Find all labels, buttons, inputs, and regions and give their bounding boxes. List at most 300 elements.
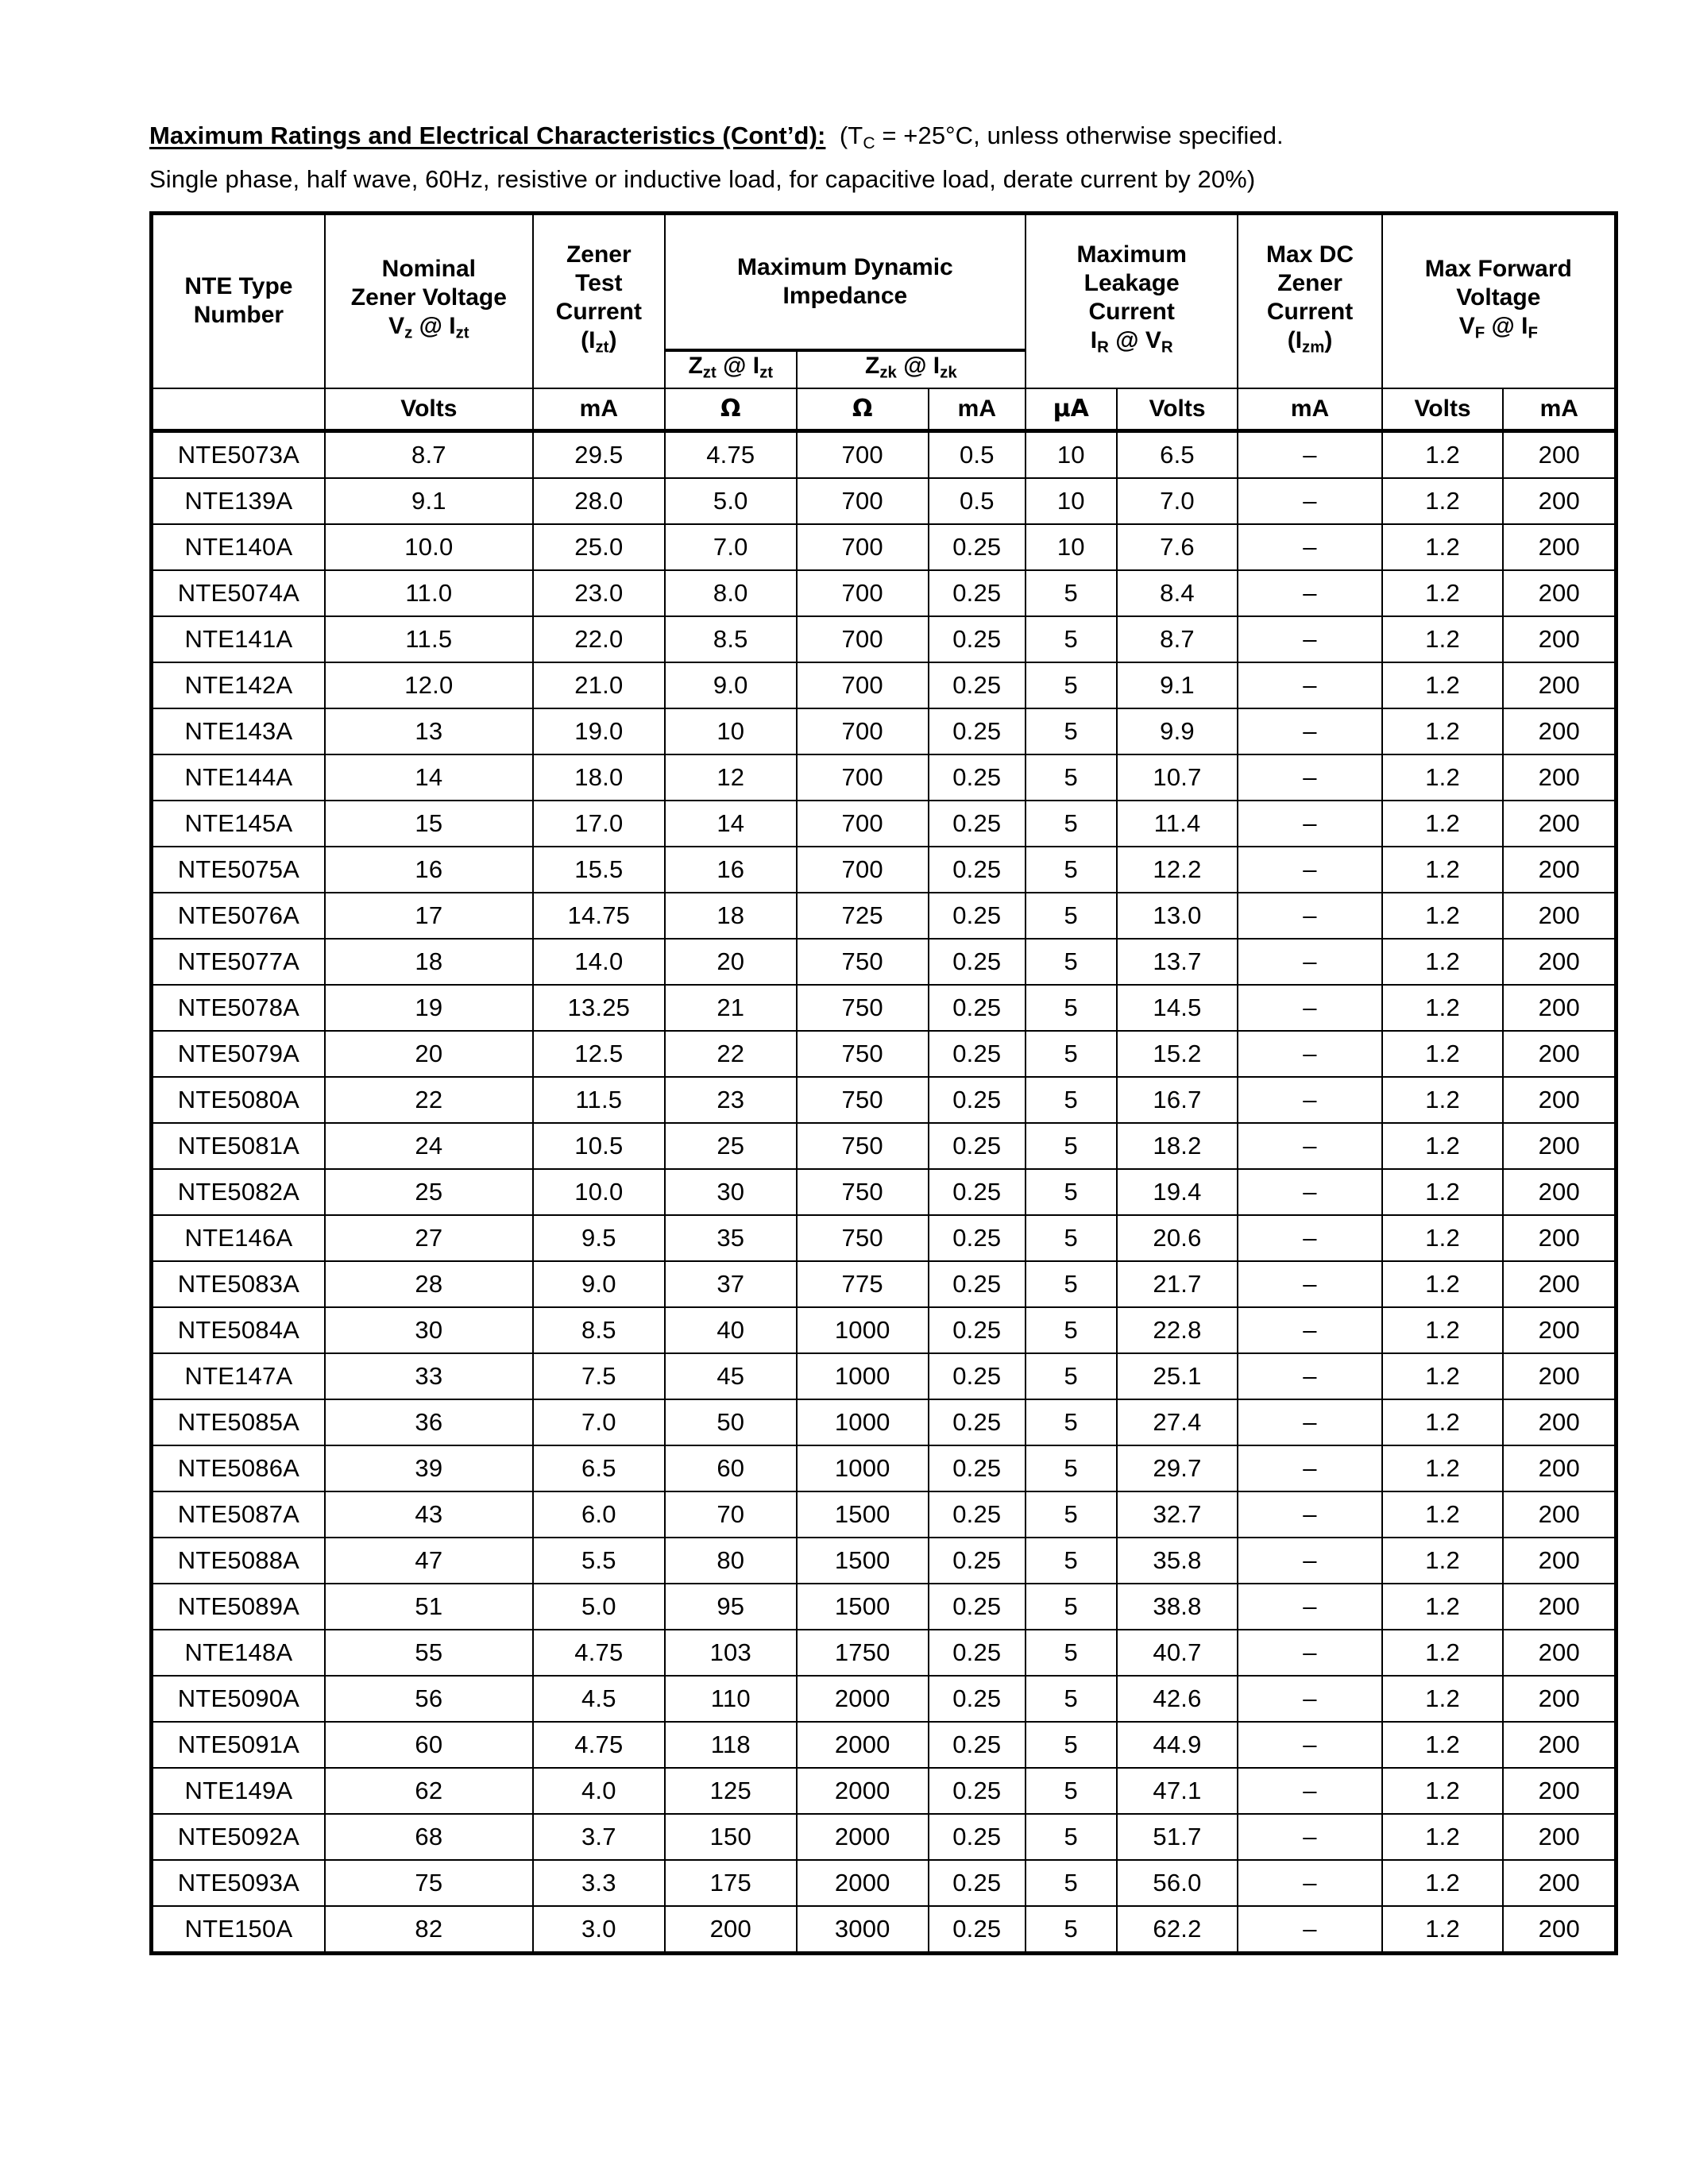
cell-vf: 1.2 [1382,1722,1504,1768]
cell-ir: 5 [1026,1307,1117,1353]
unit-izt: mA [533,388,665,431]
cell-izk: 0.25 [929,1261,1026,1307]
cell-izm: – [1238,1768,1381,1814]
cell-izm: – [1238,1123,1381,1169]
cell-vf: 1.2 [1382,570,1504,616]
cell-izk: 0.25 [929,524,1026,570]
cell-vr: 12.2 [1117,847,1238,893]
cell-type: NTE5086A [152,1445,325,1491]
cell-vr: 32.7 [1117,1491,1238,1538]
cell-izt: 3.3 [533,1860,665,1906]
cell-zzt: 95 [665,1584,797,1630]
cell-vr: 56.0 [1117,1860,1238,1906]
cell-zzk: 1750 [797,1630,929,1676]
cell-izk: 0.25 [929,985,1026,1031]
cell-vr: 13.7 [1117,939,1238,985]
cell-izm: – [1238,1676,1381,1722]
cell-izk: 0.25 [929,1584,1026,1630]
cell-izm: – [1238,1860,1381,1906]
header-units-row [152,388,1617,431]
cell-izk: 0.25 [929,1123,1026,1169]
cell-izm: – [1238,524,1381,570]
cell-zzt: 18 [665,893,797,939]
cell-izk: 0.25 [929,893,1026,939]
table-row [152,1215,1617,1261]
mlc-line2: Leakage [1083,269,1180,296]
zzk-i-sub: zk [940,364,957,382]
ztc-open: (I [581,326,596,353]
col-header-zzt-at-izt [665,350,797,388]
cell-ir: 5 [1026,1676,1117,1722]
col-header-zener-test-current [533,213,665,388]
cell-izk: 0.25 [929,1814,1026,1860]
cell-izt: 5.0 [533,1584,665,1630]
cell-vf: 1.2 [1382,1353,1504,1399]
cell-ir: 5 [1026,1491,1117,1538]
cell-izt: 9.0 [533,1261,665,1307]
cell-vf: 1.2 [1382,1584,1504,1630]
cell-vr: 8.4 [1117,570,1238,616]
cell-zzk: 700 [797,570,929,616]
cell-izt: 14.0 [533,939,665,985]
cell-if: 200 [1503,1722,1616,1768]
cell-vr: 8.7 [1117,616,1238,662]
cell-if: 200 [1503,524,1616,570]
cell-izm: – [1238,1722,1381,1768]
zzt-at: @ [716,352,753,379]
cell-izm: – [1238,985,1381,1031]
cell-if: 200 [1503,1169,1616,1215]
unit-vz: Volts [325,388,533,431]
cell-izm: – [1238,1491,1381,1538]
cell-type: NTE5075A [152,847,325,893]
table-row [152,1077,1617,1123]
table-row [152,1445,1617,1491]
cell-ir: 5 [1026,893,1117,939]
cell-if: 200 [1503,1676,1616,1722]
cell-type: NTE144A [152,754,325,801]
table-row [152,1123,1617,1169]
cell-izm: – [1238,1399,1381,1445]
cell-ir: 5 [1026,1399,1117,1445]
table-row [152,1676,1617,1722]
cell-izt: 10.5 [533,1123,665,1169]
intro-tc-sub: C [863,133,875,152]
cell-type: NTE141A [152,616,325,662]
cell-vr: 42.6 [1117,1676,1238,1722]
table-row [152,939,1617,985]
cell-izt: 19.0 [533,708,665,754]
mfv-symbol [1383,312,1614,348]
cell-zzk: 775 [797,1261,929,1307]
vz-at: @ [412,312,450,339]
cell-if: 200 [1503,893,1616,939]
cell-izt: 4.5 [533,1676,665,1722]
cell-vf: 1.2 [1382,1538,1504,1584]
cell-vf: 1.2 [1382,1491,1504,1538]
table-row [152,1031,1617,1077]
cell-if: 200 [1503,1399,1616,1445]
cell-izt: 10.0 [533,1169,665,1215]
cell-zzt: 5.0 [665,478,797,524]
vf-sub: F [1474,324,1485,342]
cell-vz: 17 [325,893,533,939]
cell-izm: – [1238,801,1381,847]
nte-type-line1: NTE Type [184,273,293,300]
cell-vz: 10.0 [325,524,533,570]
cell-if: 200 [1503,847,1616,893]
cell-zzk: 2000 [797,1768,929,1814]
cell-type: NTE150A [152,1906,325,1954]
cell-vz: 20 [325,1031,533,1077]
cell-vf: 1.2 [1382,1860,1504,1906]
cell-if: 200 [1503,754,1616,801]
intro-line-2: Single phase, half wave, 60Hz, resistive or inductive load, for capacitive load, derate current by 20%) [149,164,1256,193]
col-header-max-forward-voltage [1382,213,1617,388]
cell-zzk: 700 [797,708,929,754]
cell-vr: 10.7 [1117,754,1238,801]
cell-izt: 7.0 [533,1399,665,1445]
cell-vz: 51 [325,1584,533,1630]
cell-ir: 5 [1026,1722,1117,1768]
cell-if: 200 [1503,662,1616,708]
cell-vf: 1.2 [1382,1399,1504,1445]
table-row [152,1491,1617,1538]
table-row [152,985,1617,1031]
cell-zzk: 2000 [797,1814,929,1860]
cell-vf: 1.2 [1382,939,1504,985]
cell-type: NTE140A [152,524,325,570]
izt-sub: zt [455,324,469,342]
cell-zzk: 700 [797,847,929,893]
cell-vz: 27 [325,1215,533,1261]
izm-open: (I [1287,326,1303,353]
cell-izk: 0.5 [929,478,1026,524]
cell-vr: 14.5 [1117,985,1238,1031]
cell-izm: – [1238,1445,1381,1491]
cell-izt: 21.0 [533,662,665,708]
cell-izt: 11.5 [533,1077,665,1123]
cell-vf: 1.2 [1382,1215,1504,1261]
cell-vz: 9.1 [325,478,533,524]
unit-izm: mA [1238,388,1381,431]
cell-type: NTE5090A [152,1676,325,1722]
cell-zzt: 175 [665,1860,797,1906]
cell-ir: 5 [1026,1630,1117,1676]
cell-vz: 8.7 [325,430,533,478]
cell-vf: 1.2 [1382,754,1504,801]
cell-izt: 4.0 [533,1768,665,1814]
cell-if: 200 [1503,1814,1616,1860]
table-row [152,1353,1617,1399]
cell-zzt: 10 [665,708,797,754]
cell-zzt: 125 [665,1768,797,1814]
cell-izk: 0.25 [929,1353,1026,1399]
ztc-line3: Current [555,298,642,325]
cell-izk: 0.25 [929,1215,1026,1261]
cell-izm: – [1238,1538,1381,1584]
cell-izk: 0.25 [929,1676,1026,1722]
cell-vz: 68 [325,1814,533,1860]
cell-zzk: 1500 [797,1538,929,1584]
izm-symbol [1238,326,1381,362]
cell-zzk: 700 [797,616,929,662]
cell-ir: 10 [1026,524,1117,570]
cell-zzk: 725 [797,893,929,939]
cell-vz: 55 [325,1630,533,1676]
mlc-line1: Maximum [1076,241,1187,268]
if-sub: F [1528,324,1538,342]
table-body [152,430,1617,1953]
cell-zzk: 700 [797,801,929,847]
cell-izt: 8.5 [533,1307,665,1353]
cell-if: 200 [1503,1077,1616,1123]
cell-izk: 0.25 [929,662,1026,708]
zzk-at: @ [896,352,933,379]
cell-izt: 3.7 [533,1814,665,1860]
cell-type: NTE5085A [152,1399,325,1445]
cell-izm: – [1238,1169,1381,1215]
vz-sym: V [388,312,405,339]
cell-vr: 51.7 [1117,1814,1238,1860]
cell-ir: 5 [1026,847,1117,893]
cell-izm: – [1238,1031,1381,1077]
table-row [152,430,1617,478]
izm-close: ) [1324,326,1333,353]
cell-if: 200 [1503,1123,1616,1169]
zzk-sub: zk [879,364,897,382]
table-row [152,801,1617,847]
ir-sub: R [1097,338,1109,357]
cell-vf: 1.2 [1382,893,1504,939]
cell-zzt: 150 [665,1814,797,1860]
cell-vf: 1.2 [1382,801,1504,847]
cell-zzk: 2000 [797,1676,929,1722]
cell-type: NTE5077A [152,939,325,985]
mfv-line1: Max Forward [1424,255,1572,282]
table-row [152,1399,1617,1445]
zzk-sym: Z [864,352,880,379]
cell-vr: 38.8 [1117,1584,1238,1630]
cell-vf: 1.2 [1382,478,1504,524]
unit-izk: mA [929,388,1026,431]
cell-izk: 0.25 [929,1307,1026,1353]
unit-type [152,388,325,431]
cell-zzt: 16 [665,847,797,893]
cell-izt: 4.75 [533,1630,665,1676]
mlc-line3: Current [1088,298,1175,325]
cell-vz: 56 [325,1676,533,1722]
cell-izt: 4.75 [533,1722,665,1768]
ztc-line1: Zener [566,241,632,268]
cell-vf: 1.2 [1382,616,1504,662]
cell-izm: – [1238,1307,1381,1353]
cell-vz: 33 [325,1353,533,1399]
cell-izt: 29.5 [533,430,665,478]
cell-vr: 29.7 [1117,1445,1238,1491]
cell-if: 200 [1503,1538,1616,1584]
cell-izk: 0.25 [929,847,1026,893]
cell-if: 200 [1503,1906,1616,1954]
cell-izt: 14.75 [533,893,665,939]
cell-ir: 5 [1026,1768,1117,1814]
cell-zzt: 35 [665,1215,797,1261]
cell-vr: 25.1 [1117,1353,1238,1399]
cell-izm: – [1238,708,1381,754]
cell-vz: 16 [325,847,533,893]
cell-izm: – [1238,893,1381,939]
cell-zzt: 8.0 [665,570,797,616]
cell-if: 200 [1503,1860,1616,1906]
cell-zzt: 110 [665,1676,797,1722]
cell-vr: 40.7 [1117,1630,1238,1676]
cell-zzt: 30 [665,1169,797,1215]
cell-if: 200 [1503,985,1616,1031]
ztc-close: ) [608,326,617,353]
cell-vf: 1.2 [1382,430,1504,478]
cell-izk: 0.5 [929,430,1026,478]
cell-zzt: 21 [665,985,797,1031]
cell-vf: 1.2 [1382,1768,1504,1814]
cell-type: NTE147A [152,1353,325,1399]
cell-izk: 0.25 [929,754,1026,801]
cell-vz: 47 [325,1538,533,1584]
cell-vr: 27.4 [1117,1399,1238,1445]
table-row [152,1722,1617,1768]
cell-izk: 0.25 [929,570,1026,616]
unit-zzt: Ω [665,388,797,431]
cell-if: 200 [1503,1261,1616,1307]
cell-vr: 16.7 [1117,1077,1238,1123]
intro-heading [149,118,1627,197]
cell-izk: 0.25 [929,1906,1026,1954]
mdi-line2: Impedance [782,282,908,309]
cell-vz: 13 [325,708,533,754]
cell-izt: 9.5 [533,1215,665,1261]
cell-zzt: 8.5 [665,616,797,662]
cell-type: NTE5087A [152,1491,325,1538]
intro-title: Maximum Ratings and Electrical Characteristics (Cont’d): [149,122,826,149]
cell-type: NTE5089A [152,1584,325,1630]
cell-type: NTE5076A [152,893,325,939]
table-row [152,1814,1617,1860]
unit-ir: μA [1026,388,1117,431]
cell-zzk: 700 [797,662,929,708]
izm-line2: Zener [1277,269,1342,296]
vz-sub: z [404,324,413,342]
cell-izk: 0.25 [929,1538,1026,1584]
cell-izk: 0.25 [929,1399,1026,1445]
cell-ir: 5 [1026,801,1117,847]
table-row [152,662,1617,708]
cell-zzt: 4.75 [665,430,797,478]
cell-type: NTE142A [152,662,325,708]
cell-if: 200 [1503,570,1616,616]
cell-vf: 1.2 [1382,985,1504,1031]
cell-zzt: 80 [665,1538,797,1584]
cell-vf: 1.2 [1382,1169,1504,1215]
cell-vr: 11.4 [1117,801,1238,847]
cell-if: 200 [1503,801,1616,847]
cell-vz: 15 [325,801,533,847]
cell-ir: 5 [1026,1860,1117,1906]
nte-type-line2: Number [193,302,284,329]
cell-type: NTE148A [152,1630,325,1676]
cell-izk: 0.25 [929,801,1026,847]
cell-izt: 6.0 [533,1491,665,1538]
cell-type: NTE5082A [152,1169,325,1215]
cell-type: NTE5084A [152,1307,325,1353]
cell-izm: – [1238,478,1381,524]
cell-vr: 6.5 [1117,430,1238,478]
cell-vr: 9.9 [1117,708,1238,754]
vf-at: @ [1485,312,1522,339]
cell-zzk: 2000 [797,1722,929,1768]
cell-vr: 13.0 [1117,893,1238,939]
cell-type: NTE5079A [152,1031,325,1077]
cell-vr: 15.2 [1117,1031,1238,1077]
cell-vz: 75 [325,1860,533,1906]
cell-izt: 6.5 [533,1445,665,1491]
cell-vr: 35.8 [1117,1538,1238,1584]
cell-zzk: 1000 [797,1353,929,1399]
cell-zzt: 50 [665,1399,797,1445]
cell-izt: 17.0 [533,801,665,847]
cell-ir: 5 [1026,1031,1117,1077]
cell-zzt: 12 [665,754,797,801]
cell-if: 200 [1503,1445,1616,1491]
cell-zzk: 3000 [797,1906,929,1954]
cell-izm: – [1238,1353,1381,1399]
cell-vf: 1.2 [1382,1031,1504,1077]
cell-izt: 15.5 [533,847,665,893]
cell-izt: 23.0 [533,570,665,616]
cell-zzk: 1000 [797,1307,929,1353]
cell-izm: – [1238,754,1381,801]
cell-vz: 28 [325,1261,533,1307]
cell-type: NTE5091A [152,1722,325,1768]
cell-vz: 43 [325,1491,533,1538]
ztc-line2: Test [575,269,623,296]
cell-vf: 1.2 [1382,1307,1504,1353]
vr-sub: R [1161,338,1173,357]
spec-table-wrapper [149,211,1618,1955]
cell-ir: 10 [1026,478,1117,524]
header-group-row [152,213,1617,350]
table-row [152,1584,1617,1630]
cell-if: 200 [1503,1215,1616,1261]
cell-izk: 0.25 [929,1169,1026,1215]
table-row [152,1906,1617,1954]
table-row [152,616,1617,662]
cell-if: 200 [1503,1630,1616,1676]
cell-izk: 0.25 [929,1077,1026,1123]
cell-if: 200 [1503,1353,1616,1399]
unit-zzk: Ω [797,388,929,431]
cell-izt: 7.5 [533,1353,665,1399]
cell-ir: 5 [1026,570,1117,616]
cell-ir: 5 [1026,1584,1117,1630]
cell-zzt: 37 [665,1261,797,1307]
cell-izm: – [1238,662,1381,708]
cell-vr: 9.1 [1117,662,1238,708]
cell-vz: 60 [325,1722,533,1768]
col-header-nte-type-number [152,213,325,388]
cell-vf: 1.2 [1382,1814,1504,1860]
ir-sym: I [1090,326,1098,353]
cell-vr: 22.8 [1117,1307,1238,1353]
cell-izm: – [1238,847,1381,893]
